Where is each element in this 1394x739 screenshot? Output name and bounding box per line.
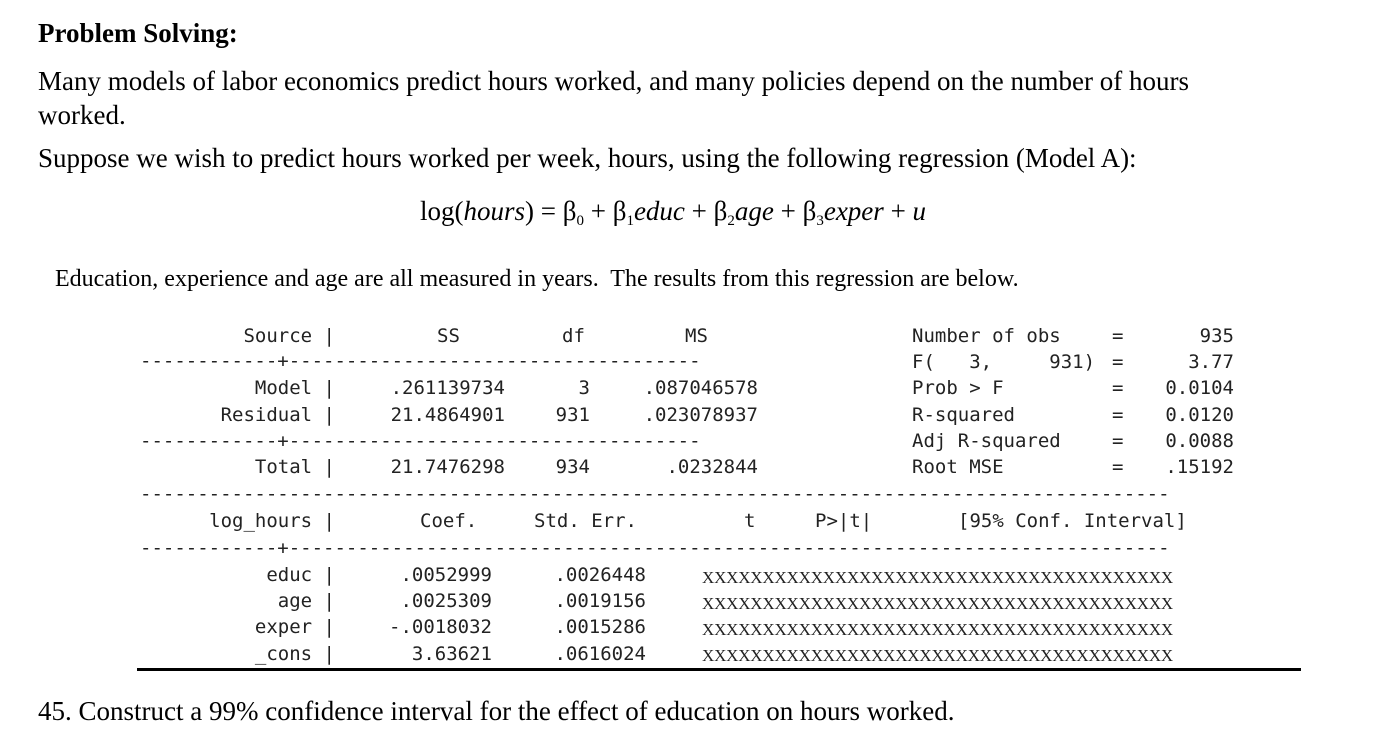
coef-separator: ------------+-----------------------------------------------------------------------------	[140, 537, 1170, 559]
coef-header-var: log_hours |	[209, 510, 335, 532]
coef-row-masked: XXXXXXXXXXXXXXXXXXXXXXXXXXXXXXXXXXXXXXX	[702, 568, 1173, 587]
coef-row-var: educ |	[266, 564, 335, 586]
stat-eq: =	[1112, 404, 1124, 426]
anova-row-source: Residual |	[220, 404, 335, 426]
stat-eq: =	[1112, 377, 1124, 399]
coef-row-coef: .0052999	[400, 564, 492, 586]
heading: Problem Solving:	[38, 18, 238, 48]
coef-row-var: exper |	[254, 616, 335, 638]
stat-label: Adj R-squared	[912, 430, 1061, 452]
anova-header-source: Source |	[243, 325, 335, 347]
coef-header-se: Std. Err.	[534, 510, 637, 532]
coef-row-var: age |	[277, 590, 335, 612]
stat-label: Number of obs	[912, 325, 1061, 347]
anova-row-ms: .087046578	[643, 377, 758, 399]
coef-header-ci: [95% Conf. Interval]	[958, 510, 1187, 532]
coef-row-se: .0026448	[554, 564, 646, 586]
stat-eq: =	[1112, 351, 1124, 373]
intro-line-3: Suppose we wish to predict hours worked per week, hours, using the following regression (Model A):	[38, 143, 1137, 173]
coef-row-se: .0019156	[554, 590, 646, 612]
stat-value: .15192	[1165, 456, 1234, 478]
stat-value: 935	[1199, 325, 1234, 347]
anova-header-ss: SS	[437, 325, 460, 347]
measurement-note: Education, experience and age are all measured in years. The results from this regression are below.	[55, 266, 1019, 292]
anova-header-df: df	[562, 325, 585, 347]
stat-value: 0.0104	[1165, 377, 1234, 399]
coef-row-var: _cons |	[254, 643, 335, 665]
anova-row-ss: 21.7476298	[390, 456, 505, 478]
intro-line-1: Many models of labor economics predict hours worked, and many policies depend on the number of hours	[38, 66, 1189, 96]
regression-equation: log(hours) = $\beta_0$ + $\beta_1educ + \beta_2age$ + $\beta_3exper + u$	[420, 196, 927, 229]
stat-value: 0.0088	[1165, 430, 1234, 452]
table-bottom-rule	[137, 668, 1301, 671]
question: 45. Construct a 99% confidence interval for the effect of education on hours worked.	[38, 696, 955, 726]
stat-value: 3.77	[1188, 351, 1234, 373]
anova-row-df: 934	[555, 456, 590, 478]
coef-row-masked: XXXXXXXXXXXXXXXXXXXXXXXXXXXXXXXXXXXXXXX	[702, 620, 1173, 639]
coef-row-coef: 3.63621	[411, 643, 492, 665]
coef-row-masked: XXXXXXXXXXXXXXXXXXXXXXXXXXXXXXXXXXXXXXX	[702, 646, 1173, 665]
intro-line-2: worked.	[38, 100, 126, 130]
anova-row-source: Model |	[254, 377, 335, 399]
stat-label: F( 3, 931)	[912, 351, 1096, 373]
stat-label: R-squared	[912, 404, 1015, 426]
anova-row-ms: .023078937	[643, 404, 758, 426]
anova-separator-top: ------------+------------------------------------	[140, 350, 701, 372]
stat-label: Root MSE	[912, 456, 1004, 478]
stat-eq: =	[1112, 456, 1124, 478]
stat-eq: =	[1112, 325, 1124, 347]
anova-header-ms: MS	[685, 325, 708, 347]
coef-row-masked: XXXXXXXXXXXXXXXXXXXXXXXXXXXXXXXXXXXXXXX	[702, 594, 1173, 613]
coef-row-se: .0616024	[554, 643, 646, 665]
coef-header-t: t	[744, 510, 756, 532]
table-separator: ------------------------------------------------------------------------------------------	[140, 483, 1170, 505]
coef-row-se: .0015286	[554, 616, 646, 638]
coef-row-coef: -.0018032	[389, 616, 492, 638]
anova-row-ms: .0232844	[666, 456, 758, 478]
stat-value: 0.0120	[1165, 404, 1234, 426]
anova-separator-mid: ------------+------------------------------------	[140, 430, 701, 452]
anova-row-ss: .261139734	[390, 377, 505, 399]
anova-row-ss: 21.4864901	[390, 404, 505, 426]
anova-row-df: 3	[578, 377, 590, 399]
coef-header-p: P>|t|	[815, 510, 873, 532]
stat-label: Prob > F	[912, 377, 1004, 399]
coef-row-coef: .0025309	[400, 590, 492, 612]
anova-row-df: 931	[555, 404, 590, 426]
coef-header-coef: Coef.	[420, 510, 478, 532]
stat-eq: =	[1112, 430, 1124, 452]
anova-row-source: Total |	[254, 456, 335, 478]
